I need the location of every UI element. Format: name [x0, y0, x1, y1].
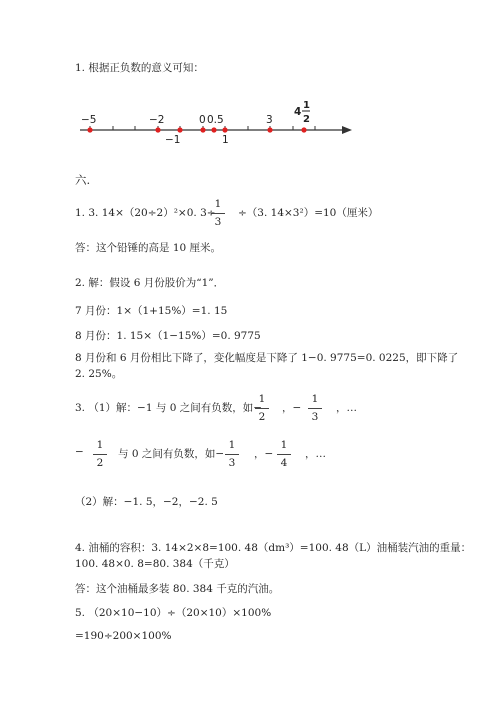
q2-line3: 8 月份：1. 15×（1−15%）=0. 9775 [75, 330, 261, 342]
point-neg2 [155, 127, 160, 132]
label-mixed-num: 1 [303, 100, 310, 111]
label-mixed-den: 2 [303, 114, 310, 125]
q2-line1: 2. 解：假设 6 月份股价为“1”． [75, 277, 225, 289]
label-neg1: −1 [165, 134, 181, 146]
q1-prefix: 1. 3. 14×（20÷2）²×0. 3÷ [75, 207, 216, 219]
label-neg5: −5 [81, 114, 97, 126]
q3-line2-mid: 与 0 之间有负数，如− [118, 448, 225, 460]
q3-frac1: 1 2 [255, 393, 269, 424]
q3-frac4: 1 3 [225, 439, 239, 470]
q3-sep1: ，− [282, 402, 302, 414]
q5-line2: =190÷200×100% [75, 630, 172, 642]
point-1 [222, 127, 227, 132]
label-neg2: −2 [149, 114, 165, 126]
point-3 [267, 127, 272, 132]
q1-fraction: 1 3 [211, 198, 225, 229]
q2-line4: 8 月份和 6 月份相比下降了，变化幅度是下降了 1−0. 9775=0. 0225，即下降了 [75, 352, 459, 364]
section1-title: 1. 根据正负数的意义可知： [75, 62, 204, 74]
label-1: 1 [222, 134, 229, 146]
q4-answer: 答：这个油桶最多装 80. 384 千克的汽油。 [75, 583, 280, 595]
q3-sep2: ，− [254, 448, 274, 460]
labels-below [165, 134, 229, 146]
point-neg5 [87, 127, 92, 132]
q2-line2: 7 月份：1×（1+15%）=1. 15 [75, 305, 228, 317]
q3-ellipsis1: ，… [336, 402, 357, 414]
q5-line1: 5. （20×10−10）÷（20×10）×100% [75, 607, 272, 619]
label-3: 3 [266, 114, 273, 126]
labels-above [81, 100, 310, 126]
q1-answer: 答：这个铅锤的高是 10 厘米。 [75, 242, 222, 254]
q3-part2: （2）解：−1. 5，−2，−2. 5 [75, 496, 218, 508]
section6-heading: 六. [75, 173, 91, 187]
point-0 [200, 127, 205, 132]
q1-suffix: ÷（3. 14×3²）=10（厘米） [238, 207, 379, 219]
label-0: 0 [199, 114, 206, 126]
q3-part1-prefix: 3. （1）解：−1 与 0 之间有负数，如− [75, 402, 263, 414]
q3-line2-prefix: − [75, 446, 84, 458]
point-4-5 [301, 127, 306, 132]
q3-ellipsis2: ，… [305, 448, 326, 460]
number-line [0, 85, 500, 245]
arrow-head-icon [342, 126, 352, 134]
q3-frac2: 1 3 [308, 393, 322, 424]
label-mixed-whole: 4 [294, 106, 302, 118]
q4-line2: 100. 48×0. 8=80. 384（千克） [75, 558, 235, 570]
point-0-5 [211, 127, 216, 132]
q3-frac3: 1 2 [93, 439, 107, 470]
point-neg1 [177, 127, 182, 132]
label-0-5: 0.5 [207, 114, 224, 126]
q4-line1: 4. 油桶的容积：3. 14×2×8=100. 48（dm³）=100. 48（L）油桶装汽油的重量： [75, 542, 472, 554]
q3-frac5: 1 4 [277, 439, 291, 470]
q2-line5: 2. 25%。 [75, 368, 123, 380]
